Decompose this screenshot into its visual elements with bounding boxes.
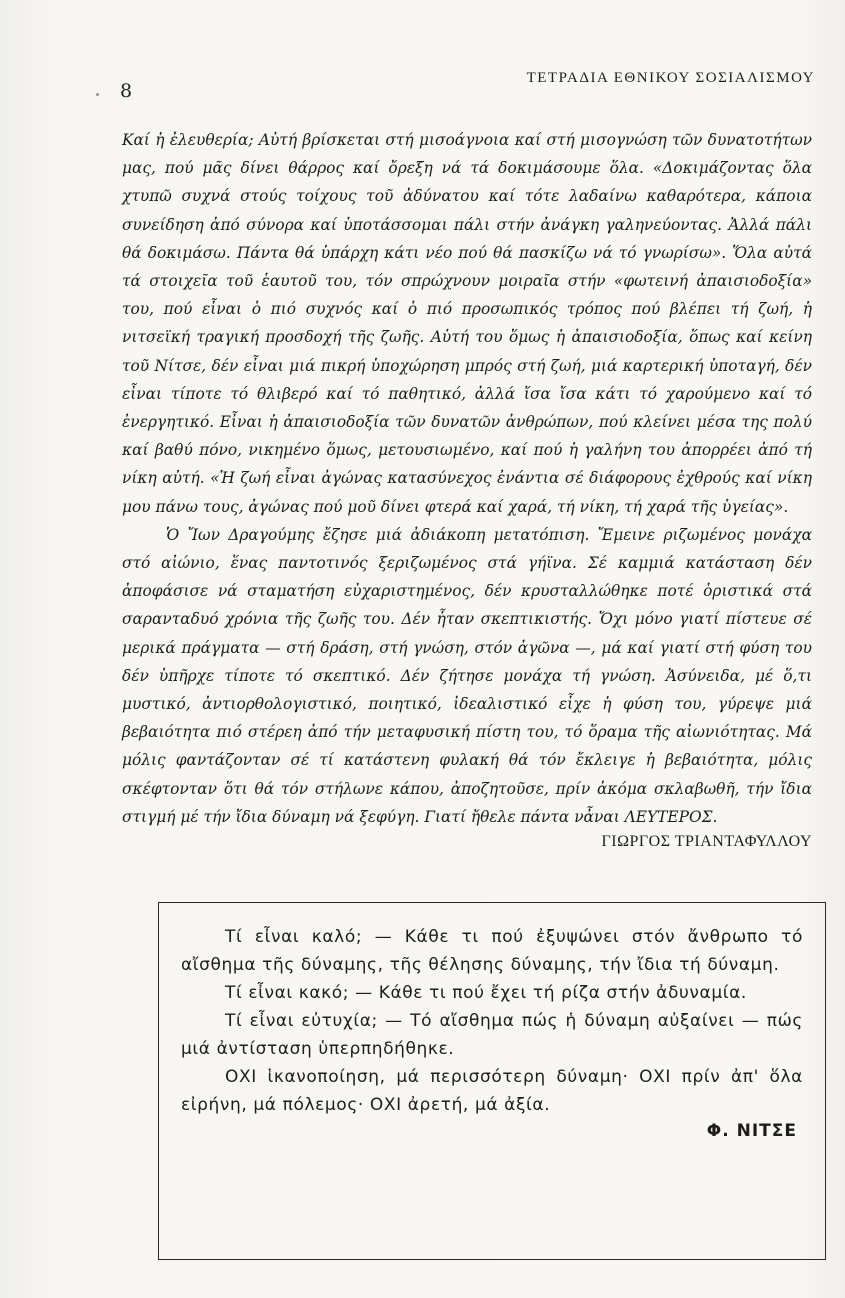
running-title: ΤΕΤΡΑΔΙΑ ΕΘΝΙΚΟΥ ΣΟΣΙΑΛΙΣΜΟΥ: [526, 70, 815, 86]
article-paragraph-2: Ὁ Ἴων Δραγούμης ἔζησε μιά ἀδιάκοπη μετατόπιση. Ἔμεινε ριζωμένος μονάχα στό αἰώνιο, ἕνας παντοτινός ξεριζωμένος στά γήϊνα. Σέ καμμιά κατάσταση δέν ἀποφάσισε νά σταματήση εὐχαριστημένος, δέν κρυσταλλώθηκε ποτέ ὁριστικά στά σαρανταδυό χρόνια τῆς ζωῆς του. Δέν ἦταν σκεπτικιστής. Ὄχι μόνο γιατί πίστευε σέ μερικά πράγματα — στή δράση, στή γνώση, στόν ἀγῶνα —, μά καί γιατί στή φύση του δέν ὑπῆρχε τίποτε τό σκεπτικό. Δέν ζήτησε μονάχα τή γνώση. Ἀσύνειδα, μέ ὅ,τι μυστικό, ἀντιορθολογιστικό, ποιητικό, ἰδεαλιστικό εἶχε ἡ φύση του, γύρεψε μιά βεβαιότητα πιό στέρεη ἀπό τήν μεταφυσική πίστη του, τό ὅραμα τῆς αἰωνιότητας. Μά μόλις φαντάζονταν σέ τί κατάστενη φυλακή θά τόν ἔκλειγε ἡ βεβαιότητα, μόλις σκέφτονταν ὅτι θά τόν στήλωνε κάπου, ἀποζητοῦσε, πρίν ἀκόμα σκλαβωθῆ, τήν ἴδια στιγμή μέ τήν ἴδια δύναμη νά ξεφύγη. Γιατί ἤθελε πάντα νἆναι ΛΕΥΤΕΡΟΣ.: [122, 525, 812, 826]
page-header: [120, 62, 815, 102]
quote-line-bad: Τί εἶναι κακό; — Κάθε τι πού ἔχει τή ρίζα στήν ἀδυναμία.: [225, 983, 747, 1003]
quote-signature: Φ. ΝΙΤΣΕ: [706, 1121, 797, 1141]
quote-line-not: ΟΧΙ ἱκανοποίηση, μά περισσότερη δύναμη· ΟΧΙ πρίν ἀπ' ὅλα εἰρήνη, μά πόλεμος· ΟΧΙ ἀρετή, μά ἀξία.: [181, 1067, 803, 1115]
quote-line-good: Τί εἶναι καλό; — Κάθε τι πού ἐξυψώνει στόν ἄνθρωπο τό αἴσθημα τῆς δύναμης, τῆς θέλησης δύναμης, τήν ἴδια τή δύναμη.: [181, 927, 803, 975]
page-number: 8: [120, 80, 133, 102]
quote-box: [158, 902, 826, 1260]
article-body: [122, 126, 812, 851]
article-paragraph-1: Καί ἡ ἐλευθερία; Αὐτή βρίσκεται στή μισοάγνοια καί στή μισογνώση τῶν δυνατοτήτων μας, πού μᾶς δίνει θάρρος καί ὄρεξη νά τά δοκιμάσουμε ὅλα. «Δοκιμάζοντας ὅλα χτυπῶ συχνά στούς τοίχους τοῦ ἀδύνατου καί τότε λαδαίνω καθαρότερα, κάποια συνείδηση ἀπό σύνορα καί ὑποτάσσομαι πάλι στήν ἀνάγκη γαληνεύοντας. Ἀλλά πάλι θά δοκιμάσω. Πάντα θά ὑπάρχη κάτι νέο πού θά πασκίζω νά τό γνωρίσω». Ὅλα αὐτά τά στοιχεῖα τοῦ ἑαυτοῦ του, τόν σπρώχνουν μοιραῖα στήν «φωτεινή ἀπαισιοδοξία» του, πού εἶναι ὁ πιό συχνός καί ὁ πιό προσωπικός τρόπος πού βλέπει τή ζωή, ἡ νιτσεϊκή τραγική προσδοχή τῆς ζωῆς. Αὐτή του ὅμως ἡ ἀπαισιοδοξία, ὅπως καί κείνη τοῦ Νίτσε, δέν εἶναι μιά πικρή ὑποχώρηση μπρός στή ζωή, μιά καρτερική ὑποταγή, δέν εἶναι τίποτε τό θλιβερό καί τό παθητικό, ἀλλά ἴσα ἴσα κάτι τό χαρούμενο καί τό ἐνεργητικό. Εἶναι ἡ ἀπαισιοδοξία τῶν δυνατῶν ἀνθρώπων, πού κλείνει μέσα της πολύ καί βαθύ πόνο, νικημένο ὅμως, μετουσιωμένο, καί πού ἡ γαλήνη του ἀπορρέει ἀπό τή νίκη αὐτή. «Ἡ ζωή εἶναι ἀγώνας κατασύνεχος ἐνάντια σέ διάφορους ἐχθρούς καί νίκη μου πάνω τους, ἀγώνας πού μοῦ δίνει φτερά καί χαρά, τή νίκη, τή χαρά τῆς ὑγείας».: [122, 131, 812, 516]
article-author: ΓΙΩΡΓΟΣ ΤΡΙΑΝΤΑΦΥΛΛΟΥ: [601, 833, 812, 851]
quote-line-happiness: Τί εἶναι εὐτυχία; — Τό αἴσθημα πώς ἡ δύναμη αὐξαίνει — πώς μιά ἀντίσταση ὑπερπηδήθηκε.: [181, 1011, 803, 1059]
paper-speck: [96, 93, 99, 96]
